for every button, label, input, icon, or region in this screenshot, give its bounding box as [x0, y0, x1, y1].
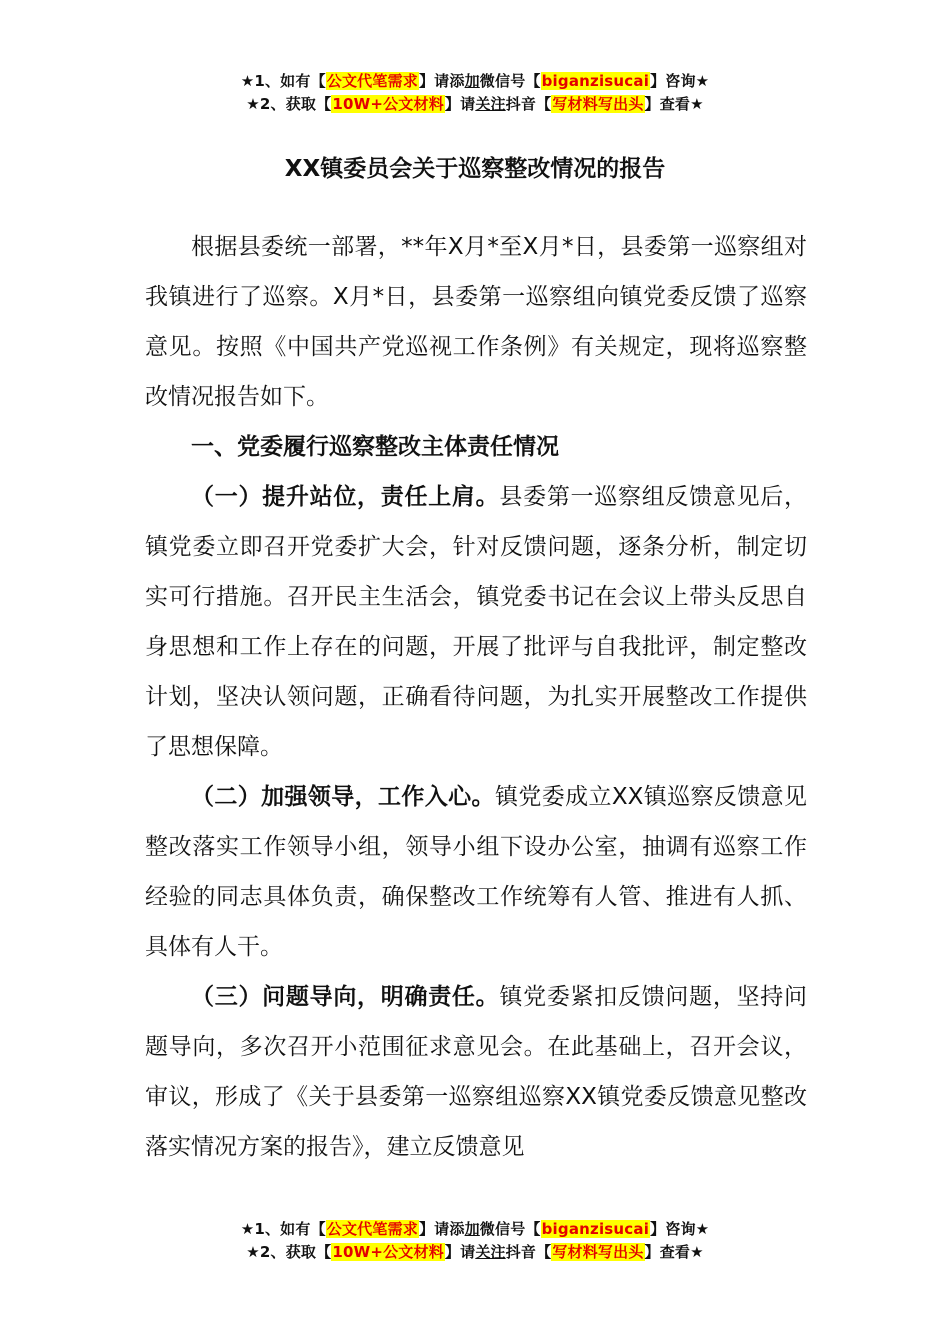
intro-paragraph: 根据县委统一部署，**年X月*至X月*日，县委第一巡察组对我镇进行了巡察。X月*日，县委第一巡察组向镇党委反馈了巡察意见。按照《中国共产党巡视工作条例》有关规定，现将巡察整改情况报告如下。 [145, 234, 807, 410]
promo-text: 抖音【 [505, 95, 552, 113]
promo-highlight-ghostwriting: 公文代笔需求 [326, 1220, 418, 1238]
promo-text: ★1、如有 [240, 72, 311, 90]
item-paragraph [145, 972, 807, 1172]
item-text: 镇党委成立XX镇巡察反馈意见整改落实工作领导小组，领导小组下设办公室，抽调有巡察工作经验的同志具体负责，确保整改工作统筹有人管、推进有人抓、具体有人干。 [145, 784, 808, 960]
promo-text: 】请 [444, 1243, 476, 1261]
promo-highlight-wechat-id: biganzisucai [541, 1220, 650, 1238]
promo-text: 微信号【 [479, 1220, 541, 1238]
document-title: XX镇委员会关于巡察整改情况的报告 [284, 156, 666, 182]
promo-text-underlined: 加 [464, 1220, 480, 1238]
promo-text: 】请添 [418, 1220, 465, 1238]
promo-highlight-douyin: 写材料写出头 [552, 1243, 644, 1261]
promo-highlight-materials: 10W+公文材料 [332, 95, 444, 113]
promo-text: ★2、获取【 [246, 95, 332, 113]
promo-text: 微信号【 [479, 72, 541, 90]
promo-text: 【 [310, 72, 326, 90]
promo-highlight-ghostwriting: 公文代笔需求 [326, 72, 418, 90]
promo-text: 】咨询★ [650, 72, 710, 90]
promo-line-1 [0, 1218, 950, 1241]
promo-banner-top [0, 70, 950, 116]
promo-text: ★1、如有 [240, 1220, 311, 1238]
item-lead: （二）加强领导，工作入心。 [191, 784, 495, 810]
promo-text: 】请添 [418, 72, 465, 90]
promo-line-2 [0, 1241, 950, 1264]
item-text: 县委第一巡察组反馈意见后，镇党委立即召开党委扩大会，针对反馈问题，逐条分析，制定切实可行措施。召开民主生活会，镇党委书记在会议上带头反思自身思想和工作上存在的问题，开展了批评与自我批评，制定整改计划，坚决认领问题，正确看待问题，为扎实开展整改工作提供了思想保障。 [145, 484, 808, 760]
promo-text-underlined: 加 [464, 72, 480, 90]
item-lead: （三）问题导向，明确责任。 [191, 984, 500, 1010]
promo-line-1 [0, 70, 950, 93]
promo-banner-bottom [0, 1218, 950, 1264]
item-lead: （一）提升站位，责任上肩。 [191, 484, 500, 510]
promo-text: 【 [310, 1220, 326, 1238]
promo-text: 】查看★ [644, 1243, 704, 1261]
item-paragraph [145, 472, 807, 772]
promo-highlight-materials: 10W+公文材料 [332, 1243, 444, 1261]
section-heading: 一、党委履行巡察整改主体责任情况 [191, 434, 559, 460]
promo-text: ★2、获取【 [246, 1243, 332, 1261]
promo-text: 抖音【 [505, 1243, 552, 1261]
promo-highlight-wechat-id: biganzisucai [541, 72, 650, 90]
promo-text: 】请 [444, 95, 476, 113]
promo-text-underlined: 关注 [475, 95, 506, 113]
promo-line-2 [0, 93, 950, 116]
item-text: 镇党委紧扣反馈问题，坚持问题导向，多次召开小范围征求意见会。在此基础上，召开会议，审议，形成了《关于县委第一巡察组巡察XX镇党委反馈意见整改落实情况方案的报告》，建立反馈意见 [145, 984, 808, 1160]
promo-text: 】查看★ [644, 95, 704, 113]
promo-highlight-douyin: 写材料写出头 [552, 95, 644, 113]
promo-text: 】咨询★ [650, 1220, 710, 1238]
document-body [145, 222, 807, 1172]
item-paragraph [145, 772, 807, 972]
promo-text-underlined: 关注 [475, 1243, 506, 1261]
